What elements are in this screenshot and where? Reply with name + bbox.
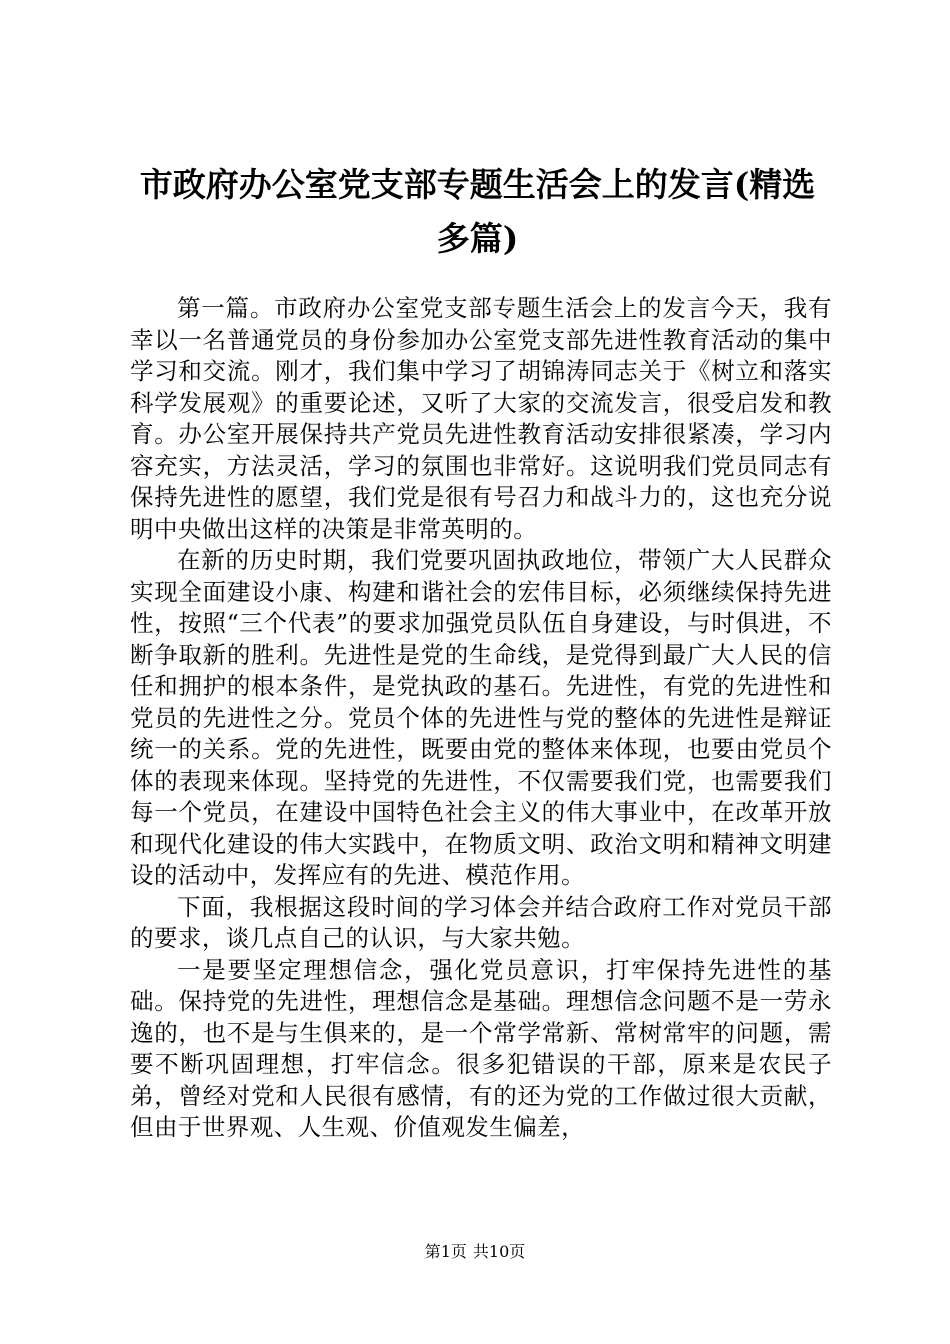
document-title: 市政府办公室党支部专题生活会上的发言(精选多篇) — [139, 165, 816, 258]
paragraph: 第一篇。市政府办公室党支部专题生活会上的发言今天，我有幸以一名普通党员的身份参加办公室党支部先进性教育活动的集中学习和交流。刚才，我们集中学习了胡锦涛同志关于《树立和落实科学发展观》的重要论述，又听了大家的交流发言，很受启发和教育。办公室开展保持共产党员先进性教育活动安排很紧凑，学习内容充实，方法灵活，学习的氛围也非常好。这说明我们党员同志有保持先进性的愿望，我们党是很有号召力和战斗力的，这也充分说明中央做出这样的决策是非常英明的。 — [130, 294, 832, 543]
document-body — [130, 293, 832, 1144]
paragraph: 下面，我根据这段时间的学习体会并结合政府工作对党员干部的要求，谈几点自己的认识，与大家共勉。 — [130, 892, 832, 952]
paragraph: 在新的历史时期，我们党要巩固执政地位，带领广大人民群众实现全面建设小康、构建和谐社会的宏伟目标，必须继续保持先进性，按照“三个代表”的要求加强党员队伍自身建设，与时俱进，不断争取新的胜利。先进性是党的生命线，是党得到最广大人民的信任和拥护的根本条件，是党执政的基石。先进性，有党的先进性和党员的先进性之分。党员个体的先进性与党的整体的先进性是辩证统一的关系。党的先进性，既要由党的整体来体现，也要由党员个体的表现来体现。坚持党的先进性，不仅需要我们党，也需要我们每一个党员，在建设中国特色社会主义的伟大事业中，在改革开放和现代化建设的伟大实践中，在物质文明、政治文明和精神文明建设的活动中，发挥应有的先进、模范作用。 — [130, 546, 832, 889]
paragraph: 一是要坚定理想信念，强化党员意识，打牢保持先进性的基础。保持党的先进性，理想信念是基础。理想信念问题不是一劳永逸的，也不是与生俱来的，是一个常学常新、常树常牢的问题，需要不断巩固理想，打牢信念。很多犯错误的干部，原来是农民子弟，曾经对党和人民很有感情，有的还为党的工作做过很大贡献，但由于世界观、人生观、价值观发生偏差， — [130, 955, 832, 1141]
page-number: 第1页 — [424, 1242, 467, 1261]
page-total: 共10页 — [472, 1242, 526, 1261]
page-footer — [0, 1240, 950, 1264]
